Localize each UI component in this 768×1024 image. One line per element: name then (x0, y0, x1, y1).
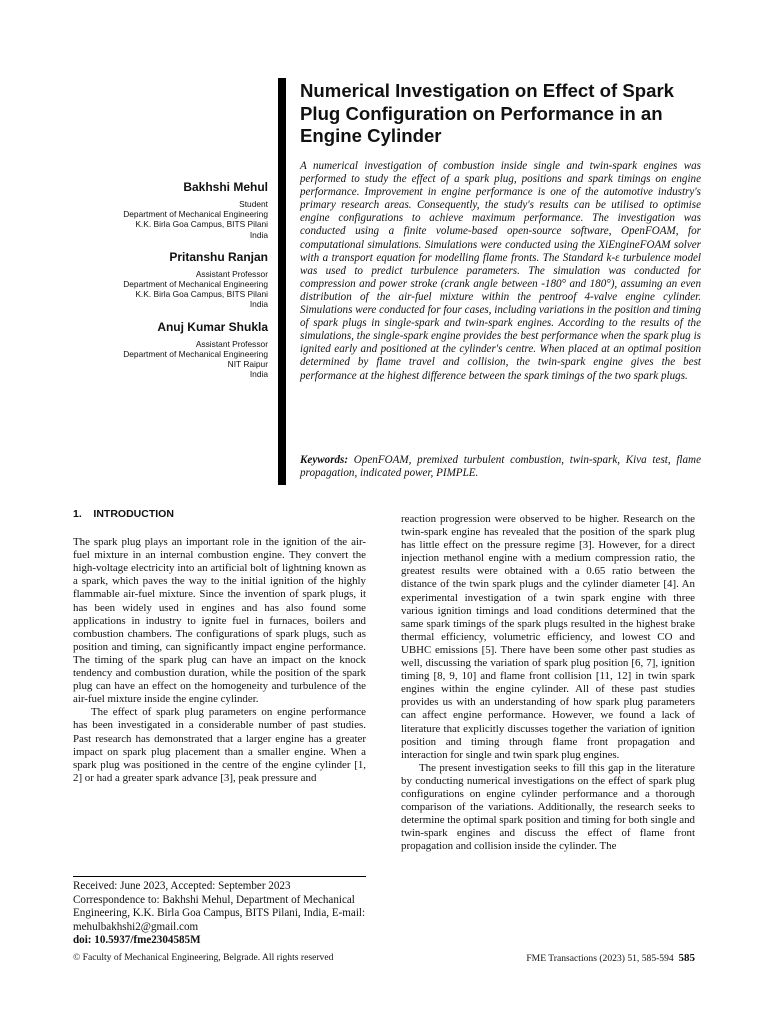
author-name: Anuj Kumar Shukla (157, 319, 268, 334)
paper-title: Numerical Investigation on Effect of Spark Plug Configuration on Performance in an Engine Cylinder (300, 80, 675, 146)
author-position: Student (239, 199, 268, 209)
section-heading: 1. INTRODUCTION (73, 508, 174, 520)
page-number: 585 (678, 952, 695, 964)
body-paragraph: The present investigation seeks to fill this gap in the literature by conducting numerical investigations on the effect of spark plug configurations on engine cylinder performance and a thorough comparison of the variations. Additionally, the research seeks to determine the optimal spark position and timing for both single and twin-spark engines and discuss the effect of flame front propagation and collision inside the cylinder. The (401, 761, 695, 853)
author-block (90, 180, 268, 240)
body-paragraph: The effect of spark plug parameters on engine performance has been investigated in a considerable number of past studies. Past research has demonstrated that a larger engine has a greater impact on spark plug placement than a smaller engine. When a spark plug was positioned in the centre of the engine cylinder [1, 2] or had a greater spark advance [3], peak pressure and (73, 706, 366, 784)
author-institution: K.K. Birla Goa Campus, BITS Pilani (135, 219, 268, 230)
footnote-divider (73, 876, 366, 877)
keywords-text: OpenFOAM, premixed turbulent combustion, twin-spark, Kiva test, flame propagation, indicated power, PIMPLE. (300, 454, 701, 480)
author-department: Department of Mechanical Engineering (123, 209, 268, 220)
body-paragraph: reaction progression were observed to be higher. Research on the twin-spark engine has revealed that the position of the spark plug has little effect on the pressure regime [3]. However, for a direct injection methanol engine with a medium compression ratio, the greatest results were obtained with a 0.65 ratio between the distance of the twin spark plugs and the cylinder diameter [4]. An experimental investigation of a twin spark engine with three various ignition timings and load conditions determined that the same spark timings of the spark plugs resulted in the highest brake thermal efficiency, volumetric efficiency, and lowest CO and UBHC emissions [5]. There have been some other past studies as well, discussing the variation of spark plug position [6, 7], ignition timing [8, 9, 10] and flame front collision [11, 12] in twin spark engines within the engine cylinder. All of these past studies provides us with an understanding of how spark plug parameters can affect engine performance. However, we found a lack of literature that explicitly discusses together the variation of ignition position and timing through flame front propagation and interaction for single and twin spark plug engines. (401, 513, 695, 761)
correspondence: Correspondence to: Bakhshi Mehul, Department of Mechanical Engineering, K.K. Birla Goa Campus, BITS Pilani, India, E-mail: mehulbakhshi2@gmail.com (73, 893, 366, 933)
author-country: India (249, 299, 268, 310)
author-institution: K.K. Birla Goa Campus, BITS Pilani (135, 289, 268, 300)
author-position: Assistant Professor (195, 268, 268, 279)
author-country: India (249, 229, 268, 240)
body-column-left (73, 508, 366, 785)
author-department: Department of Mechanical Engineering (123, 348, 268, 359)
body-column-right (401, 513, 695, 853)
body-paragraph: The spark plug plays an important role in the ignition of the air-fuel mixture in an internal combustion engine. They convert the high-voltage electricity into an artificial bolt of lightning known as a spark, which paves the way to the initial ignition of the highly flammable air-fuel mixture. Since the invention of spark plugs, it has been widely used in engines and has also found some applications in industry to ignite fuel in furnaces, boilers and combustion chambers. The configurations of spark plugs, such as position and timing, can significantly impact engine performance. The timing of the spark plug can have an impact on the knock tendency and combustion duration, while the position of the spark plug can have an effect on the homogeneity and turbulence of the air-fuel mixture inside the engine cylinder. (73, 536, 366, 706)
journal-footer (526, 952, 695, 964)
abstract: A numerical investigation of combustion inside single and twin-spark engines was performed to study the effect of a spark plug, positions and spark timings on engine performance. Improvement in engine performance is one of the automotive industry's primary research areas. Consequently, the study's results can be utilised to optimise engine configurations to achieve maximum performance. The investigation was conducted using a finite volume-based open-source software, OpenFOAM, for computational simulations. Simulations were conducted using the XiEngineFOAM solver with a transport equation for modelling flame fronts. The Standard k-ε turbulence model was used to predict turbulence parameters. The simulation was conducted for compression and power stroke (crank angle between -180° and 180°), assuming an even distribution of the air-fuel mixture within the pentroof 4-valve engine cylinder. Simulations were conducted for four cases, including variations in the position and timing of spark plugs in single-spark and twin-spark engines. According to the results of the simulations, the single-spark engine provides the best performance when the spark plug is ignited early and positioned at the cylinder's centre. When placed at an optimal position determined by flame travel and collision, the twin-spark engine gives the best performance at the highest difference between the spark timings of the two spark plugs. (300, 160, 701, 382)
received-date: Received: June 2023, Accepted: September 2023 (73, 880, 291, 892)
author-country: India (249, 369, 268, 380)
author-block (90, 250, 268, 310)
author-name: Pritanshu Ranjan (169, 249, 268, 264)
title-accent-bar (278, 78, 286, 485)
keywords-label: Keywords: (300, 454, 349, 466)
author-block (90, 320, 268, 380)
author-list (90, 180, 268, 389)
footnote (73, 880, 373, 948)
copyright-footer: © Faculty of Mechanical Engineering, Belgrade. All rights reserved (73, 952, 334, 963)
doi: doi: 10.5937/fme2304585M (73, 934, 201, 946)
author-department: Department of Mechanical Engineering (123, 279, 268, 290)
keywords (300, 454, 701, 480)
journal-citation: FME Transactions (2023) 51, 585-594 (526, 953, 674, 964)
author-position: Assistant Professor (195, 338, 268, 349)
author-institution: NIT Raipur (227, 359, 268, 370)
author-name: Bakhshi Mehul (183, 180, 268, 194)
